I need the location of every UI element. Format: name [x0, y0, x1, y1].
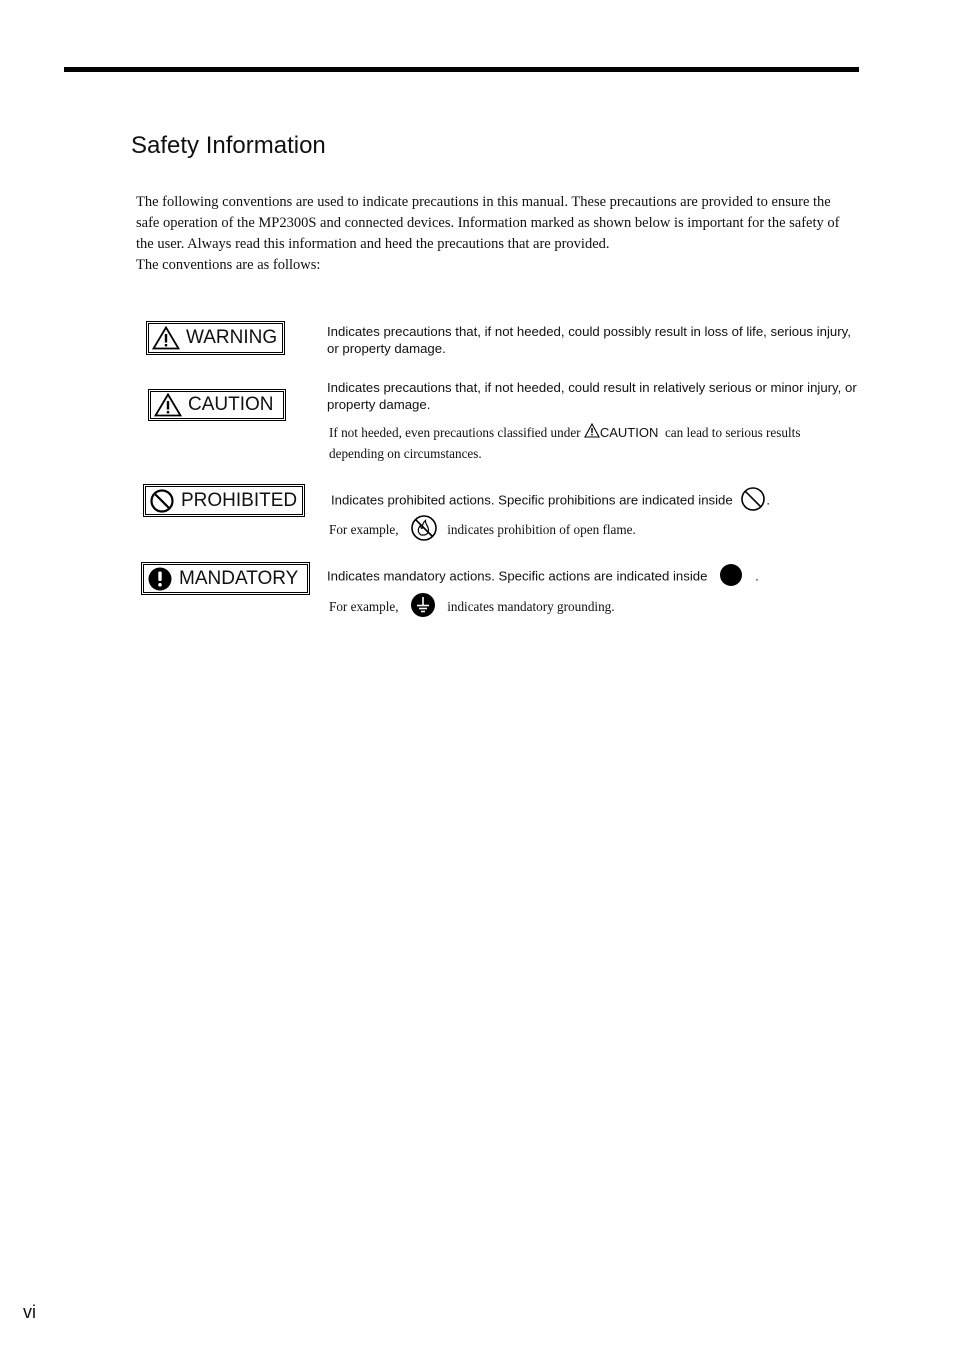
- exclamation-circle-icon: [147, 566, 173, 592]
- caution-label: CAUTION: [188, 394, 274, 415]
- mandatory-example: [329, 592, 849, 624]
- caution-note-after: can lead to serious results depending on circumstances.: [329, 425, 801, 462]
- prohibited-description: [331, 486, 851, 516]
- intro-paragraph: The following conventions are used to indicate precautions in this manual. These precautions are provided to ensure the safe operation of the MP2300S and connected devices. Information marked as shown below is important for the safety of the user. Always read this information and heed the precautions that are provided.: [136, 194, 840, 252]
- caution-description: Indicates precautions that, if not heeded, could result in relatively serious or minor injury, or property damage.: [327, 380, 857, 412]
- prohibited-description-text: Indicates prohibited actions. Specific prohibitions are indicated inside: [331, 492, 733, 508]
- warning-description: Indicates precautions that, if not heeded, could possibly result in loss of life, serious injury, or property damage.: [327, 324, 851, 356]
- warning-triangle-icon: [152, 326, 180, 350]
- mandatory-label-box: [141, 562, 310, 595]
- mandatory-description: [327, 563, 847, 591]
- prohibited-description-end: .: [766, 492, 771, 508]
- warning-triangle-icon: [154, 393, 182, 417]
- prohibited-example-after: indicates prohibition of open flame.: [447, 522, 636, 538]
- prohibited-label-box: [143, 484, 305, 517]
- page-number: vi: [23, 1302, 36, 1322]
- mandatory-circle-icon: [719, 563, 743, 591]
- mandatory-label: MANDATORY: [179, 567, 299, 589]
- warning-triangle-icon: [584, 423, 600, 444]
- caution-note: [329, 423, 829, 464]
- warning-label: WARNING: [186, 327, 278, 348]
- top-rule: [64, 67, 859, 72]
- prohibited-example: [329, 514, 849, 548]
- prohibition-icon: [149, 488, 175, 514]
- intro-text: [136, 192, 856, 276]
- caution-note-before: If not heeded, even precautions classified under: [329, 425, 581, 440]
- mandatory-description-end: .: [755, 568, 759, 584]
- mandatory-example-before: For example,: [329, 599, 399, 615]
- intro-conventions-line: The conventions are as follows:: [136, 257, 321, 273]
- grounding-icon: [410, 592, 436, 624]
- mandatory-example-after: indicates mandatory grounding.: [447, 599, 615, 615]
- caution-label-box: [148, 389, 286, 421]
- page-title: Safety Information: [131, 132, 326, 159]
- prohibited-label: PROHIBITED: [181, 489, 298, 511]
- caution-note-label: CAUTION: [599, 425, 659, 440]
- prohibited-example-before: For example,: [329, 522, 399, 538]
- warning-label-box: [146, 321, 285, 355]
- no-open-flame-icon: [410, 514, 438, 548]
- prohibition-icon: [740, 486, 766, 516]
- mandatory-description-text: Indicates mandatory actions. Specific actions are indicated inside: [327, 568, 708, 584]
